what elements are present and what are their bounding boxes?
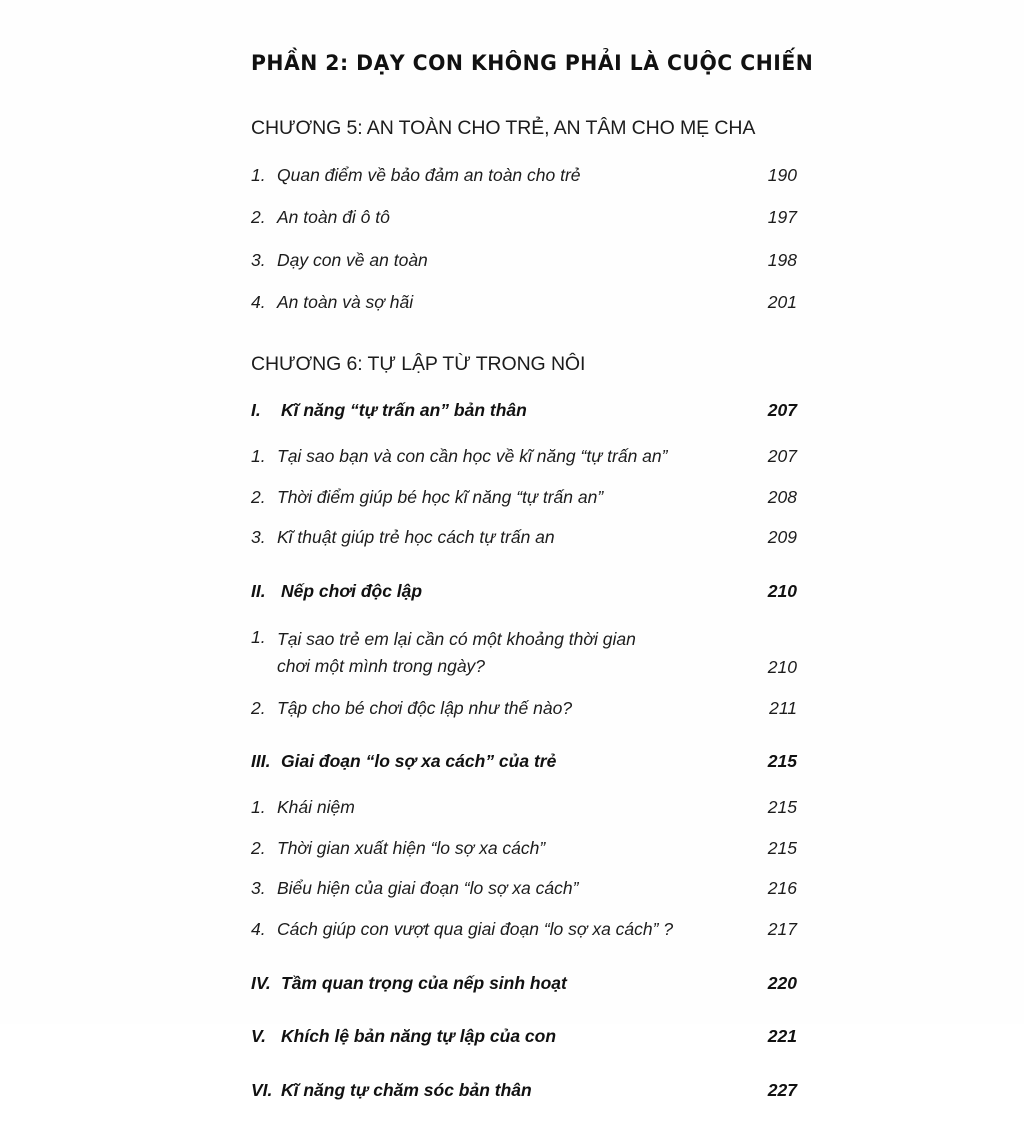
toc-entry-title: An toàn và sợ hãi	[277, 292, 414, 313]
toc-section-label	[251, 972, 745, 996]
toc-entry-marker: 2.	[251, 837, 266, 858]
toc-entry[interactable]	[251, 918, 797, 942]
toc-entry[interactable]	[251, 526, 797, 550]
toc-entry-title: Biểu hiện của giai đoạn “lo sợ xa cách”	[277, 878, 579, 899]
toc-section-title: Tầm quan trọng của nếp sinh hoạt	[281, 972, 567, 993]
toc-entry-label	[251, 164, 745, 188]
toc-entry[interactable]	[251, 877, 797, 901]
toc-entry-label	[251, 877, 745, 901]
toc-entry[interactable]	[251, 837, 797, 861]
toc-entry[interactable]	[251, 291, 797, 315]
toc-entry[interactable]	[251, 249, 797, 273]
toc-entry-title: Tập cho bé chơi độc lập như thế nào?	[277, 697, 573, 718]
toc-entry-title: Thời gian xuất hiện “lo sợ xa cách”	[277, 837, 546, 858]
toc-entry[interactable]	[251, 445, 797, 469]
toc-entry-label	[251, 291, 745, 315]
toc-entry-title: Kĩ thuật giúp trẻ học cách tự trấn an	[277, 527, 555, 548]
toc-section-marker: IV.	[251, 972, 271, 993]
toc-entry[interactable]	[251, 486, 797, 510]
chapter-block-6	[251, 353, 797, 1102]
toc-entry-label	[251, 697, 745, 721]
toc-entry-marker: 1.	[251, 797, 266, 818]
toc-entry-page: 211	[769, 697, 797, 718]
toc-entry-marker: 2.	[251, 697, 266, 718]
toc-entry-label	[251, 206, 745, 230]
toc-entry-title: Thời điểm giúp bé học kĩ năng “tự trấn an”	[277, 486, 604, 507]
toc-entry-page: 197	[767, 207, 797, 228]
toc-entry-title: Cách giúp con vượt qua giai đoạn “lo sợ xa cách” ?	[277, 918, 674, 939]
toc-entry-page: 216	[767, 878, 797, 899]
toc-entry-title: Tại sao trẻ em lại cần có một khoảng thời gian chơi một mình trong ngày?	[277, 628, 636, 676]
toc-section-page: 215	[767, 751, 797, 772]
toc-entry-label	[251, 526, 745, 550]
toc-section-page: 210	[767, 580, 797, 601]
toc-section-page: 221	[767, 1026, 797, 1047]
toc-section-label	[251, 399, 745, 423]
toc-section-page: 207	[767, 400, 797, 421]
toc-entry[interactable]	[251, 164, 797, 188]
toc-entry-marker: 3.	[251, 527, 266, 548]
toc-entry[interactable]	[251, 206, 797, 230]
chapter-block-5	[251, 117, 797, 315]
toc-entry-page: 215	[767, 797, 797, 818]
toc-section-label	[251, 580, 745, 604]
toc-entry-page: 190	[767, 164, 797, 185]
toc-section-title: Kĩ năng tự chăm sóc bản thân	[281, 1079, 532, 1100]
toc-entry-page: 207	[767, 446, 797, 467]
toc-section-title: Nếp chơi độc lập	[281, 580, 423, 601]
chapter-heading-5: CHƯƠNG 5: AN TOÀN CHO TRẺ, AN TÂM CHO MẸ CHA	[251, 117, 756, 140]
toc-entry[interactable]	[251, 796, 797, 820]
toc-entry-page: 215	[767, 837, 797, 858]
toc-entry-marker: 3.	[251, 249, 266, 270]
toc-entry-marker: 1.	[251, 446, 266, 467]
toc-entry-marker: 4.	[251, 292, 266, 313]
toc-entry-marker: 1.	[251, 164, 266, 185]
part-title: PHẦN 2: DẠY CON KHÔNG PHẢI LÀ CUỘC CHIẾN	[251, 51, 814, 75]
toc-section[interactable]	[251, 1079, 797, 1103]
toc-entry-marker: 2.	[251, 207, 266, 228]
toc-section-page: 220	[767, 972, 797, 993]
toc-entry-label	[251, 486, 745, 510]
toc-entry-label	[251, 626, 745, 680]
toc-section-marker: V.	[251, 1026, 266, 1047]
toc-section-label	[251, 1025, 745, 1049]
toc-entry-title: Dạy con về an toàn	[277, 249, 428, 270]
toc-entry-page: 208	[767, 486, 797, 507]
toc-entry-title: Tại sao bạn và con cần học về kĩ năng “tự trấn an”	[277, 446, 668, 467]
toc-section-title: Kĩ năng “tự trấn an” bản thân	[281, 400, 527, 421]
toc-entry-label	[251, 918, 745, 942]
chapter-heading-6: CHƯƠNG 6: TỰ LẬP TỪ TRONG NÔI	[251, 353, 586, 376]
toc-section[interactable]	[251, 750, 797, 774]
toc-entry-title: Khái niệm	[277, 797, 355, 818]
toc-section-title: Khích lệ bản năng tự lập của con	[281, 1026, 557, 1047]
toc-entry-page: 217	[767, 918, 797, 939]
toc-entry-title: Quan điểm về bảo đảm an toàn cho trẻ	[277, 164, 581, 185]
toc-entry-page: 209	[767, 527, 797, 548]
toc-section-title: Giai đoạn “lo sợ xa cách” của trẻ	[281, 751, 557, 772]
toc-section[interactable]	[251, 399, 797, 423]
toc-section-label	[251, 750, 745, 774]
toc-entry-marker: 3.	[251, 878, 266, 899]
toc-entry[interactable]	[251, 626, 797, 680]
toc-section-marker: I.	[251, 400, 261, 421]
toc-entry-label	[251, 445, 745, 469]
toc-entry-page: 201	[767, 292, 797, 313]
toc-entry-label	[251, 796, 745, 820]
toc-entry-page: 198	[767, 249, 797, 270]
toc-entry-marker: 4.	[251, 918, 266, 939]
toc-section[interactable]	[251, 580, 797, 604]
toc-entry-page: 210	[767, 657, 797, 678]
toc-section[interactable]	[251, 972, 797, 996]
toc-entry-label	[251, 249, 745, 273]
toc-entry-marker: 1.	[251, 626, 266, 647]
toc-section-marker: VI.	[251, 1079, 273, 1100]
toc-section-page: 227	[767, 1079, 797, 1100]
toc-entry[interactable]	[251, 697, 797, 721]
toc-entry-marker: 2.	[251, 486, 266, 507]
toc-section-marker: II.	[251, 580, 266, 601]
toc-section-marker: III.	[251, 751, 271, 772]
toc-entry-label	[251, 837, 745, 861]
toc-section-label	[251, 1079, 745, 1103]
toc-entry-title: An toàn đi ô tô	[277, 207, 390, 228]
toc-section[interactable]	[251, 1025, 797, 1049]
table-of-contents	[251, 51, 814, 1124]
